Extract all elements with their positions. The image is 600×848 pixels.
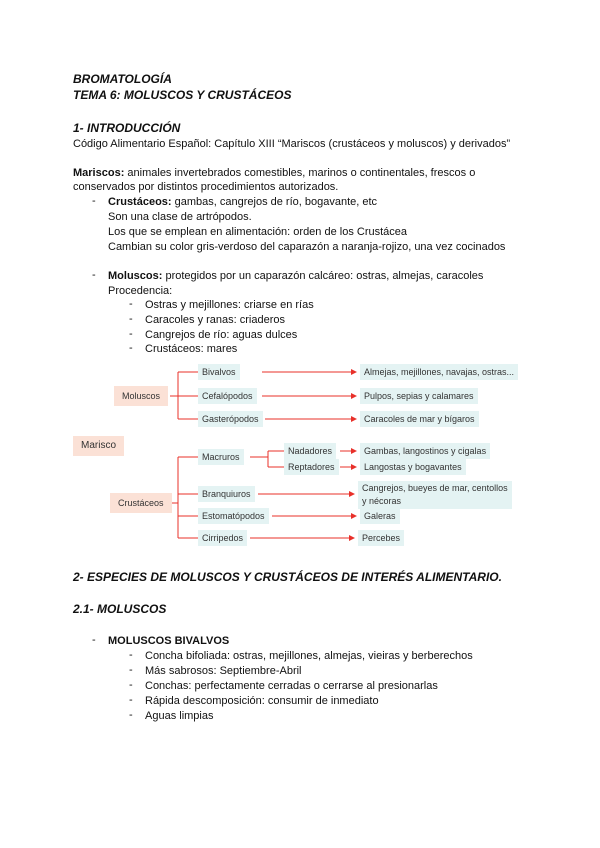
procedencia-item: Ostras y mejillones: criarse en rías — [145, 299, 314, 311]
bullet-dash: - — [129, 649, 133, 661]
node-bivalvos: Bivalvos — [198, 364, 240, 380]
bullet-dash: - — [92, 195, 96, 207]
bivalvos-item: Concha bifoliada: ostras, mejillones, almejas, vieiras y berberechos — [145, 650, 473, 662]
moluscos-text: protegidos por un caparazón calcáreo: ostras, almejas, caracoles — [162, 270, 484, 282]
bullet-dash: - — [129, 342, 133, 354]
desc-nadadores: Gambas, langostinos y cigalas — [360, 443, 490, 459]
bullet-dash: - — [129, 709, 133, 721]
section2-subheading: 2.1- MOLUSCOS — [73, 602, 167, 616]
desc-branquiuros — [358, 481, 512, 509]
section2-heading: 2- ESPECIES DE MOLUSCOS Y CRUSTÁCEOS DE INTERÉS ALIMENTARIO. — [73, 570, 502, 584]
desc-cirripedos: Percebes — [358, 530, 404, 546]
bullet-dash: - — [129, 298, 133, 310]
node-cirripedos: Cirripedos — [198, 530, 247, 546]
bivalvos-item: Conchas: perfectamente cerradas o cerrarse al presionarlas — [145, 680, 438, 692]
crustaceos-line-3: Cambian su color gris-verdoso del caparazón a naranja-rojizo, una vez cocinados — [108, 241, 506, 253]
intro-line: Código Alimentario Español: Capítulo XIII “Mariscos (crustáceos y moluscos) y derivados” — [73, 138, 511, 150]
moluscos-label: Moluscos: — [108, 270, 163, 282]
bullet-dash: - — [92, 634, 96, 646]
procedencia-label: Procedencia: — [108, 285, 173, 297]
doc-subtitle: TEMA 6: MOLUSCOS Y CRUSTÁCEOS — [73, 88, 292, 102]
bullet-dash: - — [129, 694, 133, 706]
bullet-dash: - — [92, 269, 96, 281]
bivalvos-item: Más sabrosos: Septiembre-Abril — [145, 665, 302, 677]
doc-title: BROMATOLOGÍA — [73, 72, 172, 86]
desc-gasteropodos: Caracoles de mar y bígaros — [360, 411, 479, 427]
crustaceos-label: Crustáceos: — [108, 196, 172, 208]
mariscos-text-2: conservados por distintos procedimientos autorizados. — [73, 181, 339, 193]
crustaceos-text: gambas, cangrejos de río, bogavante, etc — [171, 196, 378, 208]
node-macruros: Macruros — [198, 449, 244, 465]
crustaceos-line-1: Son una clase de artrópodos. — [108, 211, 252, 223]
node-nadadores: Nadadores — [284, 443, 336, 459]
node-branquiuros: Branquiuros — [198, 486, 255, 502]
node-moluscos: Moluscos — [114, 386, 168, 406]
intro-heading: 1- INTRODUCCIÓN — [73, 121, 181, 135]
desc-estomatopodos: Galeras — [360, 508, 400, 524]
node-marisco: Marisco — [73, 436, 124, 456]
desc-branquiuros-line-1: Cangrejos, bueyes de mar, centollos — [362, 483, 508, 493]
bivalvos-item: Aguas limpias — [145, 710, 214, 722]
node-estomatopodos: Estomatópodos — [198, 508, 269, 524]
bivalvos-item: Rápida descomposición: consumir de inmediato — [145, 695, 379, 707]
node-gasteropodos: Gasterópodos — [198, 411, 263, 427]
desc-reptadores: Langostas y bogavantes — [360, 459, 466, 475]
mariscos-label: Mariscos: — [73, 167, 125, 179]
procedencia-item: Cangrejos de río: aguas dulces — [145, 329, 298, 341]
bullet-dash: - — [129, 313, 133, 325]
desc-branquiuros-line-2: y nécoras — [362, 496, 402, 506]
bullet-dash: - — [129, 679, 133, 691]
node-reptadores: Reptadores — [284, 459, 339, 475]
node-crustaceos: Crustáceos — [110, 493, 172, 513]
crustaceos-line-2: Los que se emplean en alimentación: orden de los Crustácea — [108, 226, 408, 238]
procedencia-item: Caracoles y ranas: criaderos — [145, 314, 286, 326]
bivalvos-heading: MOLUSCOS BIVALVOS — [108, 635, 230, 647]
desc-cefalopodos: Pulpos, sepias y calamares — [360, 388, 478, 404]
desc-bivalvos: Almejas, mejillones, navajas, ostras... — [360, 364, 518, 380]
procedencia-item: Crustáceos: mares — [145, 343, 238, 355]
bullet-dash: - — [129, 664, 133, 676]
mariscos-text: animales invertebrados comestibles, marinos o continentales, frescos o — [124, 167, 476, 179]
node-cefalopodos: Cefalópodos — [198, 388, 257, 404]
bullet-dash: - — [129, 328, 133, 340]
